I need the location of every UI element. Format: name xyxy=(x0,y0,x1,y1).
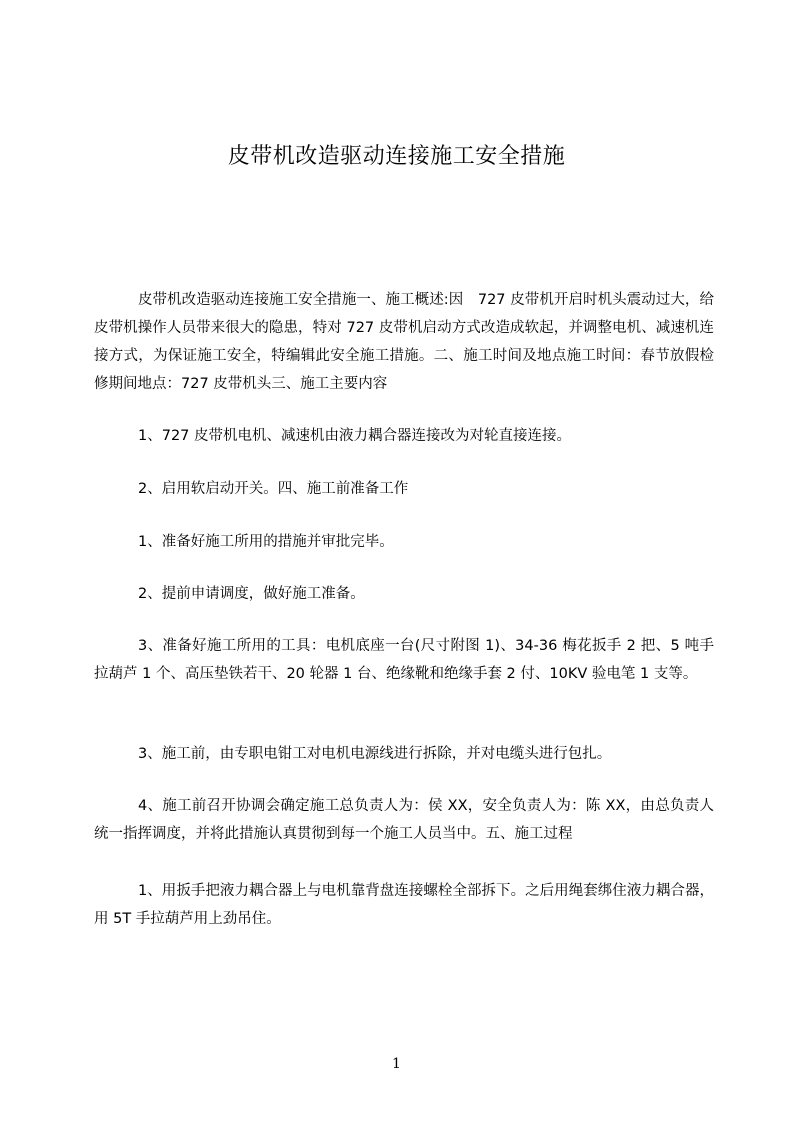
paragraph-prep-item-4: 4、施工前召开协调会确定施工总负责人为：侯 XX，安全负责人为：陈 XX，由总负责人统一指挥调度，并将此措施认真贯彻到每一个施工人员当中。五、施工过程 xyxy=(94,798,714,842)
page-number: 1 xyxy=(392,1056,401,1072)
paragraph-process-item-1: 1、用扳手把液力耦合器上与电机靠背盘连接螺栓全部拆下。之后用绳套绑住液力耦合器，用 5T 手拉葫芦用上劲吊住。 xyxy=(94,883,714,927)
paragraph-content-item-1: 1、727 皮带机电机、减速机由液力耦合器连接改为对轮直接连接。 xyxy=(138,428,572,444)
paragraph-overview: 皮带机改造驱动连接施工安全措施一、施工概述:因 727 皮带机开启时机头震动过大，给皮带机操作人员带来很大的隐患，特对 727 皮带机启动方式改造成软起，并调整电机、减速机连接方式，为保证施工安全，特编辑此安全施工措施。二、施工时间及地点施工时间：春节放假检修期间地点：727 皮带机头三、施工主要内容 xyxy=(94,292,714,392)
paragraph-content-item-2: 2、启用软启动开关。四、施工前准备工作 xyxy=(138,481,409,497)
paragraph-prep-item-2: 2、提前申请调度，做好施工准备。 xyxy=(138,586,365,602)
paragraph-prep-item-3-tools: 3、准备好施工所用的工具：电机底座一台(尺寸附图 1)、34-36 梅花扳手 2 把、5 吨手拉葫芦 1 个、高压垫铁若干、20 轮器 1 台、绝缘靴和绝缘手套 2 付、10KV 验电笔 1 支等。 xyxy=(94,638,714,682)
paragraph-prep-item-1: 1、准备好施工所用的措施并审批完毕。 xyxy=(138,534,394,550)
paragraph-prep-item-3-power: 3、施工前，由专职电钳工对电机电源线进行拆除，并对电缆头进行包扎。 xyxy=(138,746,612,762)
document-title: 皮带机改造驱动连接施工安全措施 xyxy=(227,144,566,169)
